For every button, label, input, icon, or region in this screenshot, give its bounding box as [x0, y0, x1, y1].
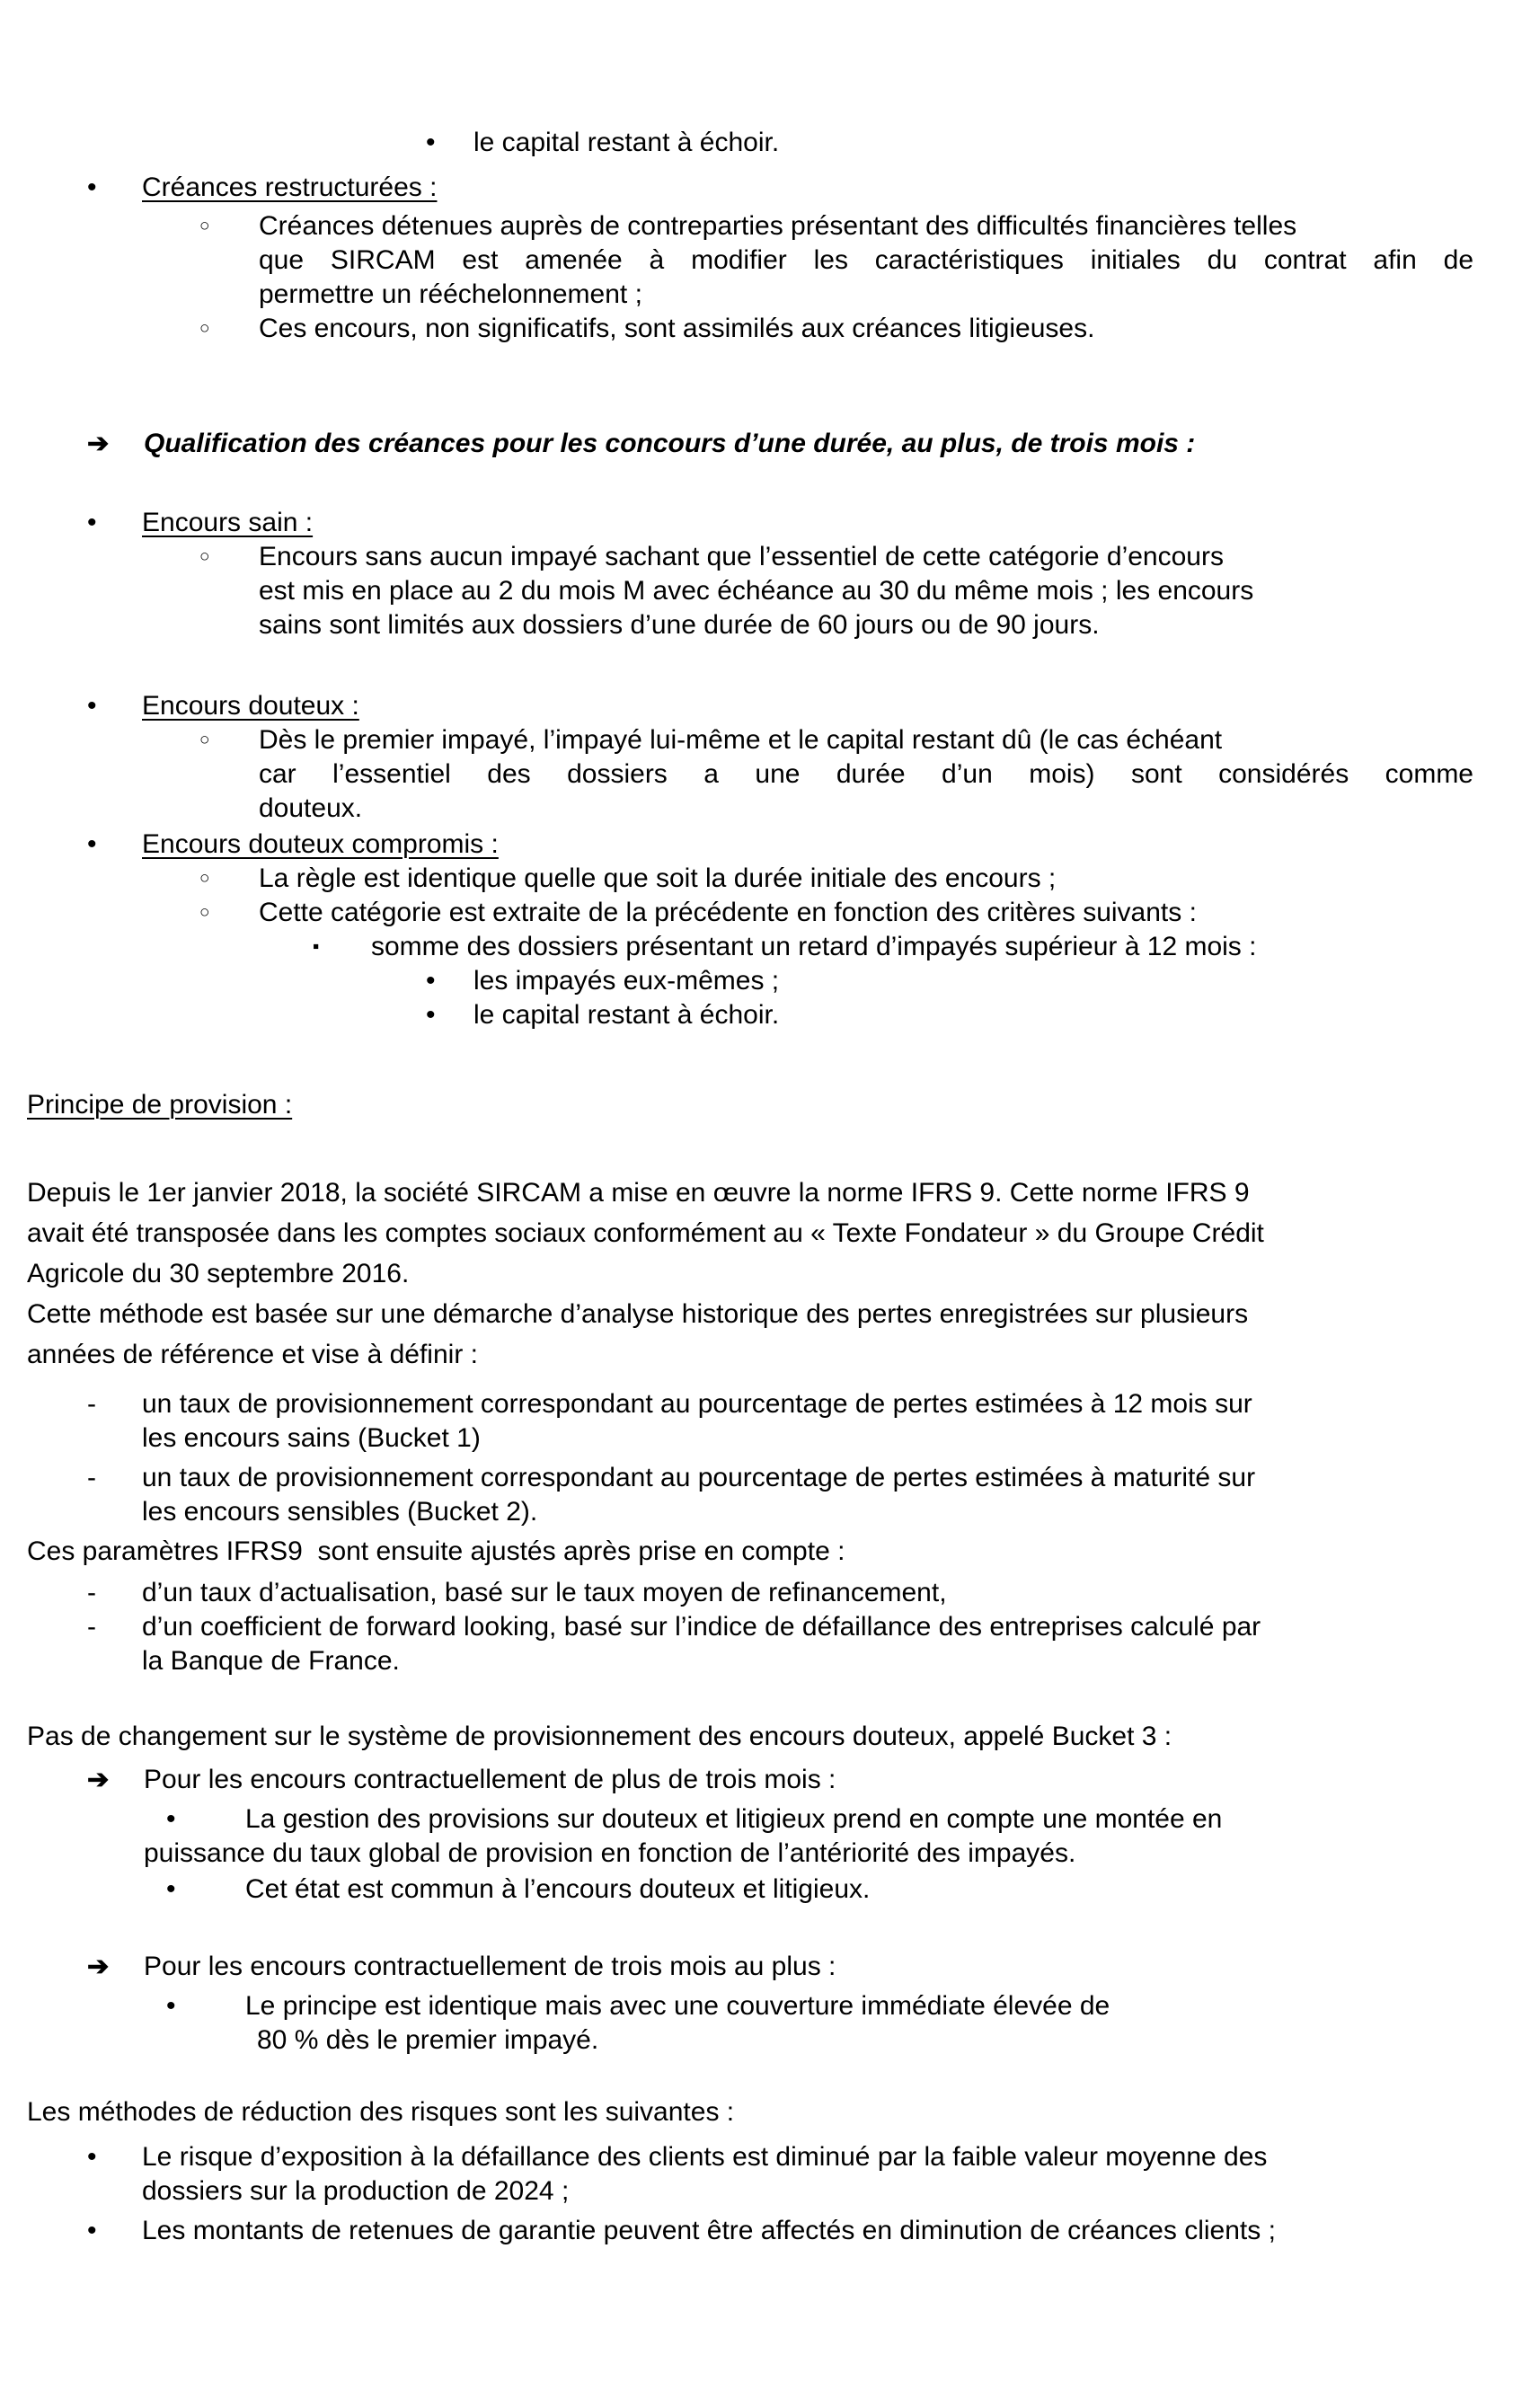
list-item-text: le capital restant à échoir. [473, 128, 780, 157]
list-item-text: Encours sans aucun impayé sachant que l’essentiel de cette catégorie d’encours [259, 542, 1224, 571]
bullet-icon: • [87, 173, 97, 202]
circle-bullet-icon: ○ [199, 869, 210, 888]
dash-bullet-icon: - [87, 1578, 96, 1607]
list-item-continuation [0, 243, 1513, 278]
circle-bullet-icon: ○ [199, 730, 210, 749]
heading-encours-douteux: Encours douteux : [142, 691, 359, 721]
list-item-heading [0, 506, 1513, 540]
list-item-text: les impayés eux-mêmes ; [473, 966, 780, 996]
arrow-bullet-icon: ➔ [87, 1952, 110, 1981]
bullet-icon: • [87, 2142, 97, 2172]
square-bullet-icon: ▪ [313, 936, 320, 957]
list-item-text: La règle est identique quelle que soit la durée initiale des encours ; [259, 863, 1057, 893]
list-item-text: douteux. [259, 793, 363, 823]
list-item [0, 209, 1513, 243]
bullet-icon: • [166, 1804, 176, 1834]
list-item [0, 930, 1513, 964]
circle-bullet-icon: ○ [199, 903, 210, 922]
paragraph-line [0, 1173, 1513, 1213]
list-item [0, 540, 1513, 574]
list-item-text: Créances détenues auprès de contreparties présentant des difficultés financières telles [259, 211, 1297, 241]
list-item-heading [0, 689, 1513, 723]
paragraph-line [0, 1213, 1513, 1253]
list-item [0, 1872, 1513, 1907]
arrow-bullet-icon: ➔ [87, 429, 110, 458]
list-item-text: les encours sains (Bucket 1) [142, 1423, 481, 1453]
list-item [0, 2214, 1513, 2248]
list-item-text: la Banque de France. [142, 1646, 400, 1676]
paragraph-text: avait été transposée dans les comptes sociaux conformément au « Texte Fondateur » du Groupe Crédit [27, 1218, 1264, 1248]
list-item-text: est mis en place au 2 du mois M avec échéance au 30 du même mois ; les encours [259, 576, 1254, 606]
list-item [0, 312, 1513, 346]
paragraph-line [0, 1294, 1513, 1334]
list-item-text: Dès le premier impayé, l’impayé lui-même et le capital restant dû (le cas échéant [259, 725, 1223, 755]
list-item-text: somme des dossiers présentant un retard d’impayés supérieur à 12 mois : [371, 932, 1257, 961]
list-item-text: d’un taux d’actualisation, basé sur le taux moyen de refinancement, [142, 1578, 947, 1607]
list-item [0, 862, 1513, 896]
list-item [0, 126, 1513, 160]
list-item-text: d’un coefficient de forward looking, basé sur l’indice de défaillance des entreprises calculé par [142, 1612, 1261, 1642]
list-item-heading [0, 171, 1513, 205]
list-item [0, 2140, 1513, 2174]
dash-list-item [0, 1610, 1513, 1644]
list-item-text: Pour les encours contractuellement de plus de trois mois : [144, 1765, 836, 1794]
bullet-icon: • [87, 2216, 97, 2245]
list-item-continuation [0, 278, 1513, 312]
heading-creances-restructurees: Créances restructurées : [142, 173, 438, 202]
list-item-text: que SIRCAM est amenée à modifier les caractéristiques initiales du contrat afin de [259, 245, 1473, 275]
list-item-continuation [0, 757, 1513, 792]
list-item-text: puissance du taux global de provision en fonction de l’antériorité des impayés. [144, 1838, 1076, 1868]
heading-encours-douteux-compromis: Encours douteux compromis : [142, 829, 499, 859]
list-item-text: sains sont limités aux dossiers d’une durée de 60 jours ou de 90 jours. [259, 610, 1100, 640]
section-heading [0, 1088, 1513, 1122]
circle-bullet-icon: ○ [199, 319, 210, 338]
bullet-icon: • [166, 1991, 176, 2021]
list-item-text: Le risque d’exposition à la défaillance des clients est diminué par la faible valeur moyenne des [142, 2142, 1268, 2172]
list-item-text: 80 % dès le premier impayé. [257, 2025, 599, 2055]
paragraph-text: Cette méthode est basée sur une démarche d’analyse historique des pertes enregistrées sur plusieurs [27, 1299, 1249, 1329]
paragraph-line [0, 1253, 1513, 1294]
bullet-icon: • [166, 1874, 176, 1904]
list-item-continuation [0, 2174, 1513, 2209]
paragraph-text: Agricole du 30 septembre 2016. [27, 1259, 410, 1288]
heading-encours-sain: Encours sain : [142, 508, 314, 537]
arrow-list-item [0, 1950, 1513, 1984]
dash-bullet-icon: - [87, 1389, 96, 1419]
paragraph-text: Les méthodes de réduction des risques sont les suivantes : [27, 2097, 735, 2127]
bullet-icon: • [87, 508, 97, 537]
list-item-continuation [0, 2023, 1513, 2058]
list-item-continuation [0, 1644, 1513, 1678]
list-item [0, 998, 1513, 1032]
paragraph-line [0, 2095, 1513, 2129]
list-item-text: dossiers sur la production de 2024 ; [142, 2176, 570, 2206]
list-item-continuation [0, 1837, 1513, 1871]
list-item-text: car l’essentiel des dossiers a une durée d’un mois) sont considérés comme [259, 759, 1473, 789]
list-item-text: Ces encours, non significatifs, sont assimilés aux créances litigieuses. [259, 314, 1095, 343]
list-item [0, 723, 1513, 757]
paragraph-line [0, 1334, 1513, 1375]
list-item-continuation [0, 574, 1513, 608]
heading-qualification: Qualification des créances pour les concours d’une durée, au plus, de trois mois : [144, 429, 1196, 458]
bullet-icon: • [87, 829, 97, 859]
dash-list-item [0, 1461, 1513, 1495]
list-item-text: un taux de provisionnement correspondant au pourcentage de pertes estimées à 12 mois sur [142, 1389, 1252, 1419]
paragraph-line [0, 1720, 1513, 1754]
dash-list-item [0, 1576, 1513, 1610]
list-item [0, 896, 1513, 930]
arrow-list-item [0, 1763, 1513, 1797]
list-item-text: un taux de provisionnement correspondant au pourcentage de pertes estimées à maturité sur [142, 1463, 1256, 1492]
list-item-text: le capital restant à échoir. [473, 1000, 780, 1030]
list-item-continuation [0, 1421, 1513, 1456]
paragraph-text: Pas de changement sur le système de provisionnement des encours douteux, appelé Bucket 3 : [27, 1722, 1172, 1751]
bullet-icon: • [426, 966, 436, 996]
circle-bullet-icon: ○ [199, 547, 210, 566]
arrow-bullet-icon: ➔ [87, 1766, 110, 1794]
list-item-continuation [0, 608, 1513, 642]
section-heading [0, 427, 1513, 461]
list-item-text: Les montants de retenues de garantie peuvent être affectés en diminution de créances clients ; [142, 2216, 1276, 2245]
list-item-text: Cet état est commun à l’encours douteux et litigieux. [245, 1874, 871, 1904]
bullet-icon: • [87, 691, 97, 721]
list-item [0, 1802, 1513, 1837]
paragraph-text: Depuis le 1er janvier 2018, la société SIRCAM a mise en œuvre la norme IFRS 9. Cette norme IFRS 9 [27, 1178, 1250, 1208]
circle-bullet-icon: ○ [199, 217, 210, 235]
paragraph-text: Ces paramètres IFRS9 sont ensuite ajustés après prise en compte : [27, 1536, 845, 1566]
list-item-continuation [0, 1495, 1513, 1529]
paragraph-line [0, 1535, 1513, 1569]
list-item-heading [0, 828, 1513, 862]
list-item-text: Le principe est identique mais avec une couverture immédiate élevée de [245, 1991, 1110, 2021]
list-item-text: Cette catégorie est extraite de la précédente en fonction des critères suivants : [259, 898, 1197, 927]
dash-list-item [0, 1387, 1513, 1421]
list-item-continuation [0, 792, 1513, 826]
list-item-text: les encours sensibles (Bucket 2). [142, 1497, 538, 1527]
bullet-icon: • [426, 1000, 436, 1030]
list-item-text: Pour les encours contractuellement de trois mois au plus : [144, 1952, 836, 1981]
heading-principe-de-provision: Principe de provision : [27, 1090, 293, 1120]
list-item [0, 1989, 1513, 2023]
list-item-text: La gestion des provisions sur douteux et litigieux prend en compte une montée en [245, 1804, 1223, 1834]
list-item [0, 964, 1513, 998]
paragraph-text: années de référence et vise à définir : [27, 1340, 478, 1369]
bullet-icon: • [426, 128, 436, 157]
dash-bullet-icon: - [87, 1463, 96, 1492]
dash-bullet-icon: - [87, 1612, 96, 1642]
list-item-text: permettre un rééchelonnement ; [259, 279, 642, 309]
